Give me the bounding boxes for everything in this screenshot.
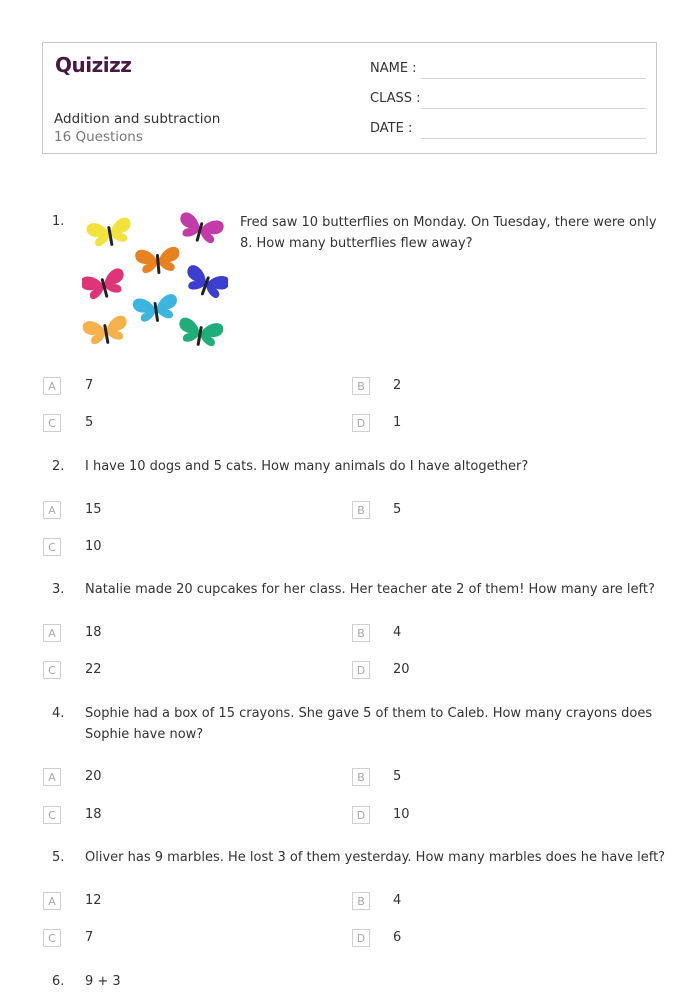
option-text: 20 (393, 662, 410, 677)
butterflies-image (82, 208, 228, 358)
question-text: Sophie had a box of 15 crayons. She gave 5 of them to Caleb. How many crayons does Sophie have now? (85, 706, 653, 742)
option-text: 18 (85, 625, 102, 640)
question-number: 6. (52, 974, 65, 989)
question-number: 3. (52, 582, 65, 597)
option-letter: A (43, 377, 61, 395)
question-number: 5. (52, 850, 65, 865)
option-letter: D (352, 929, 370, 947)
option-text: 10 (393, 807, 410, 822)
option-text: 2 (393, 378, 402, 393)
date-label: DATE : (370, 121, 413, 136)
question-count: 16 Questions (54, 129, 143, 145)
option-letter: A (43, 501, 61, 519)
question-text: Fred saw 10 butterflies on Monday. On Tuesday, there were only 8. How many butterflies flew away? (240, 215, 657, 251)
option-letter: B (352, 892, 370, 910)
option-letter: C (43, 538, 61, 556)
option-text: 4 (393, 893, 402, 908)
option-text: 7 (85, 930, 94, 945)
option-text: 15 (85, 502, 102, 517)
option-text: 22 (85, 662, 102, 677)
question-number: 2. (52, 459, 65, 474)
option-letter: B (352, 624, 370, 642)
question-text: I have 10 dogs and 5 cats. How many animals do I have altogether? (85, 459, 529, 474)
question-number: 4. (52, 706, 65, 721)
worksheet-title: Addition and subtraction (54, 111, 221, 127)
option-text: 5 (393, 769, 402, 784)
option-text: 18 (85, 807, 102, 822)
question-text: 9 + 3 (85, 974, 121, 989)
option-letter: D (352, 414, 370, 432)
option-text: 6 (393, 930, 402, 945)
option-text: 20 (85, 769, 102, 784)
class-label: CLASS : (370, 91, 421, 106)
option-letter: A (43, 624, 61, 642)
worksheet-header (42, 42, 657, 154)
option-letter: B (352, 768, 370, 786)
option-letter: C (43, 806, 61, 824)
name-label: NAME : (370, 61, 417, 76)
option-letter: B (352, 501, 370, 519)
option-letter: B (352, 377, 370, 395)
option-text: 5 (393, 502, 402, 517)
option-letter: C (43, 929, 61, 947)
quizizz-logo: Quizizz (55, 53, 132, 77)
name-line[interactable] (421, 78, 646, 79)
option-text: 7 (85, 378, 94, 393)
option-letter: A (43, 768, 61, 786)
question-text: Natalie made 20 cupcakes for her class. Her teacher ate 2 of them! How many are left? (85, 582, 655, 597)
option-text: 5 (85, 415, 94, 430)
option-text: 1 (393, 415, 402, 430)
option-letter: D (352, 806, 370, 824)
option-text: 10 (85, 539, 102, 554)
option-letter: C (43, 661, 61, 679)
option-letter: D (352, 661, 370, 679)
question-text: Oliver has 9 marbles. He lost 3 of them yesterday. How many marbles does he have left? (85, 850, 666, 865)
option-text: 4 (393, 625, 402, 640)
class-line[interactable] (421, 108, 646, 109)
option-letter: C (43, 414, 61, 432)
option-letter: A (43, 892, 61, 910)
option-text: 12 (85, 893, 102, 908)
date-line[interactable] (421, 138, 646, 139)
question-number: 1. (52, 214, 65, 229)
